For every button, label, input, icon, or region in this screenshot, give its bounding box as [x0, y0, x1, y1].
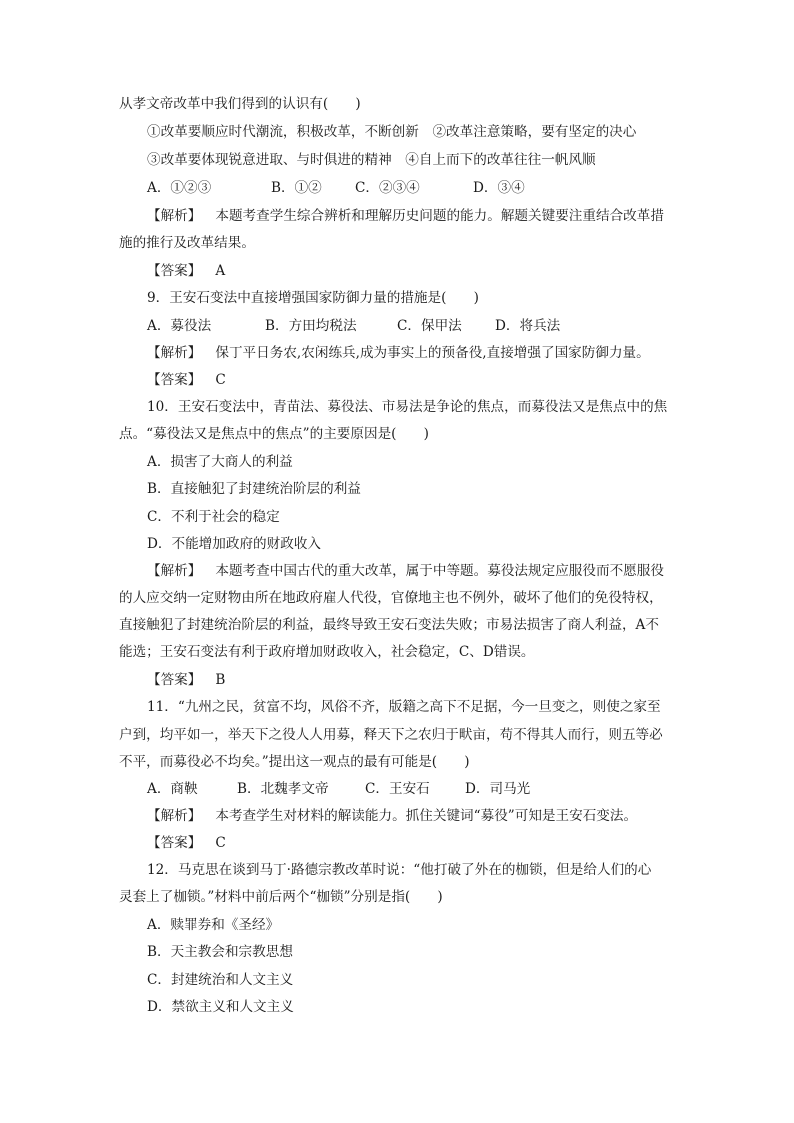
- q11-answer-value: C: [215, 835, 226, 851]
- q11-stem-cont-2: 不平，而募役必不均矣。”提出这一观点的最有可能是( ): [119, 754, 470, 770]
- q10-option-b: B．直接触犯了封建统治阶层的利益: [147, 481, 361, 497]
- q8-option-b: B．①②: [271, 180, 322, 196]
- q11-stem: 11．“九州之民，贫富不均，风俗不齐，版籍之高下不足据，今一旦变之，则使之家至: [147, 699, 661, 715]
- q12-option-d: D．禁欲主义和人文主义: [147, 999, 294, 1015]
- q8-analysis-cont: 施的推行及改革结果。: [119, 235, 255, 251]
- analysis-tag: 【解析】: [147, 563, 202, 579]
- q12-option-b: B．天主教会和宗教思想: [147, 944, 293, 960]
- answer-tag: 【答案】: [147, 263, 202, 279]
- q10-answer: [147, 670, 225, 690]
- q11-options: [147, 779, 530, 799]
- q9-option-d: D．将兵法: [495, 318, 561, 334]
- q8-answer-value: A: [215, 263, 226, 279]
- q9-option-a: A．募役法: [147, 318, 212, 334]
- q10-option-c: C．不利于社会的稳定: [147, 509, 280, 525]
- q10-analysis: [147, 561, 664, 581]
- q8-options: [147, 178, 525, 198]
- q11-option-a: A．商鞅: [147, 781, 198, 797]
- q9-answer-value: C: [215, 372, 226, 388]
- q9-analysis-text: 保丁平日务农,农闲练兵,成为事实上的预备役,直接增强了国家防御力量。: [215, 345, 650, 361]
- q8-statement-3-4: ③改革要体现锐意进取、与时俱进的精神 ④自上而下的改革往往一帆风顺: [147, 152, 596, 168]
- q9-answer: [147, 370, 226, 390]
- analysis-tag: 【解析】: [147, 345, 202, 361]
- q9-option-b: B．方田均税法: [265, 318, 357, 334]
- q11-option-c: C．王安石: [365, 781, 430, 797]
- q10-answer-value: B: [215, 672, 226, 688]
- q11-option-b: B．北魏孝文帝: [237, 781, 329, 797]
- q8-analysis: [147, 206, 664, 226]
- answer-tag: 【答案】: [147, 835, 202, 851]
- q8-stem: 从孝文帝改革中我们得到的认识有( ): [119, 96, 361, 112]
- q8-option-c: C．②③④: [355, 180, 420, 196]
- q11-answer: [147, 833, 226, 853]
- q11-analysis-text: 本考查学生对材料的解读能力。抓住关键词“募役”可知是王安石变法。: [215, 808, 638, 824]
- q10-analysis-cont-2: 直接触犯了封建统治阶层的利益，最终导致王安石变法失败；市易法损害了商人利益，A不: [119, 617, 659, 633]
- q9-stem: 9．王安石变法中直接增强国家防御力量的措施是( ): [147, 290, 479, 306]
- answer-tag: 【答案】: [147, 372, 202, 388]
- q8-analysis-text: 本题考查学生综合辨析和理解历史问题的能力。解题关键要注重结合改革措: [215, 208, 664, 224]
- q12-option-c: C．封建统治和人文主义: [147, 972, 294, 988]
- q8-option-a: A．①②③: [147, 180, 212, 196]
- q12-stem-cont: 灵套上了枷锁。”材料中前后两个“枷锁”分别是指( ): [119, 889, 443, 905]
- q11-stem-cont-1: 户到，均平如一，举天下之役人人用募，释天下之农归于畎亩，苟不得其人而行，则五等必: [119, 727, 663, 743]
- q12-option-a: A．赎罪券和《圣经》: [147, 917, 280, 933]
- q11-analysis: [147, 806, 637, 826]
- q10-option-a: A．损害了大商人的利益: [147, 454, 293, 470]
- q8-answer: [147, 261, 225, 281]
- q10-analysis-cont-1: 的人应交纳一定财物由所在地政府雇人代役，官僚地主也不例外，破坏了他们的免役特权，: [119, 590, 663, 606]
- analysis-tag: 【解析】: [147, 208, 202, 224]
- q10-analysis-cont-3: 能选；王安石变法有利于政府增加财政收入，社会稳定，C、D错误。: [119, 644, 535, 660]
- q10-stem-cont: 点。“募役法又是焦点中的焦点”的主要原因是( ): [119, 426, 429, 442]
- q8-option-d: D．③④: [473, 180, 525, 196]
- q8-statement-1-2: ①改革要顺应时代潮流，积极改革，不断创新 ②改革注意策略，要有坚定的决心: [147, 124, 637, 140]
- q10-stem: 10．王安石变法中，青苗法、募役法、市易法是争论的焦点，而募役法又是焦点中的焦: [147, 399, 668, 415]
- q11-option-d: D．司马光: [465, 781, 531, 797]
- answer-tag: 【答案】: [147, 672, 202, 688]
- q9-analysis: [147, 343, 650, 363]
- q12-stem: 12．马克思在谈到马丁·路德宗教改革时说：“他打破了外在的枷锁，但是给人们的心: [147, 862, 652, 878]
- q10-analysis-text: 本题考查中国古代的重大改革，属于中等题。募役法规定应服役而不愿服役: [215, 563, 664, 579]
- q9-option-c: C．保甲法: [397, 318, 462, 334]
- analysis-tag: 【解析】: [147, 808, 202, 824]
- q10-option-d: D．不能增加政府的财政收入: [147, 536, 322, 552]
- q9-options: [147, 316, 560, 336]
